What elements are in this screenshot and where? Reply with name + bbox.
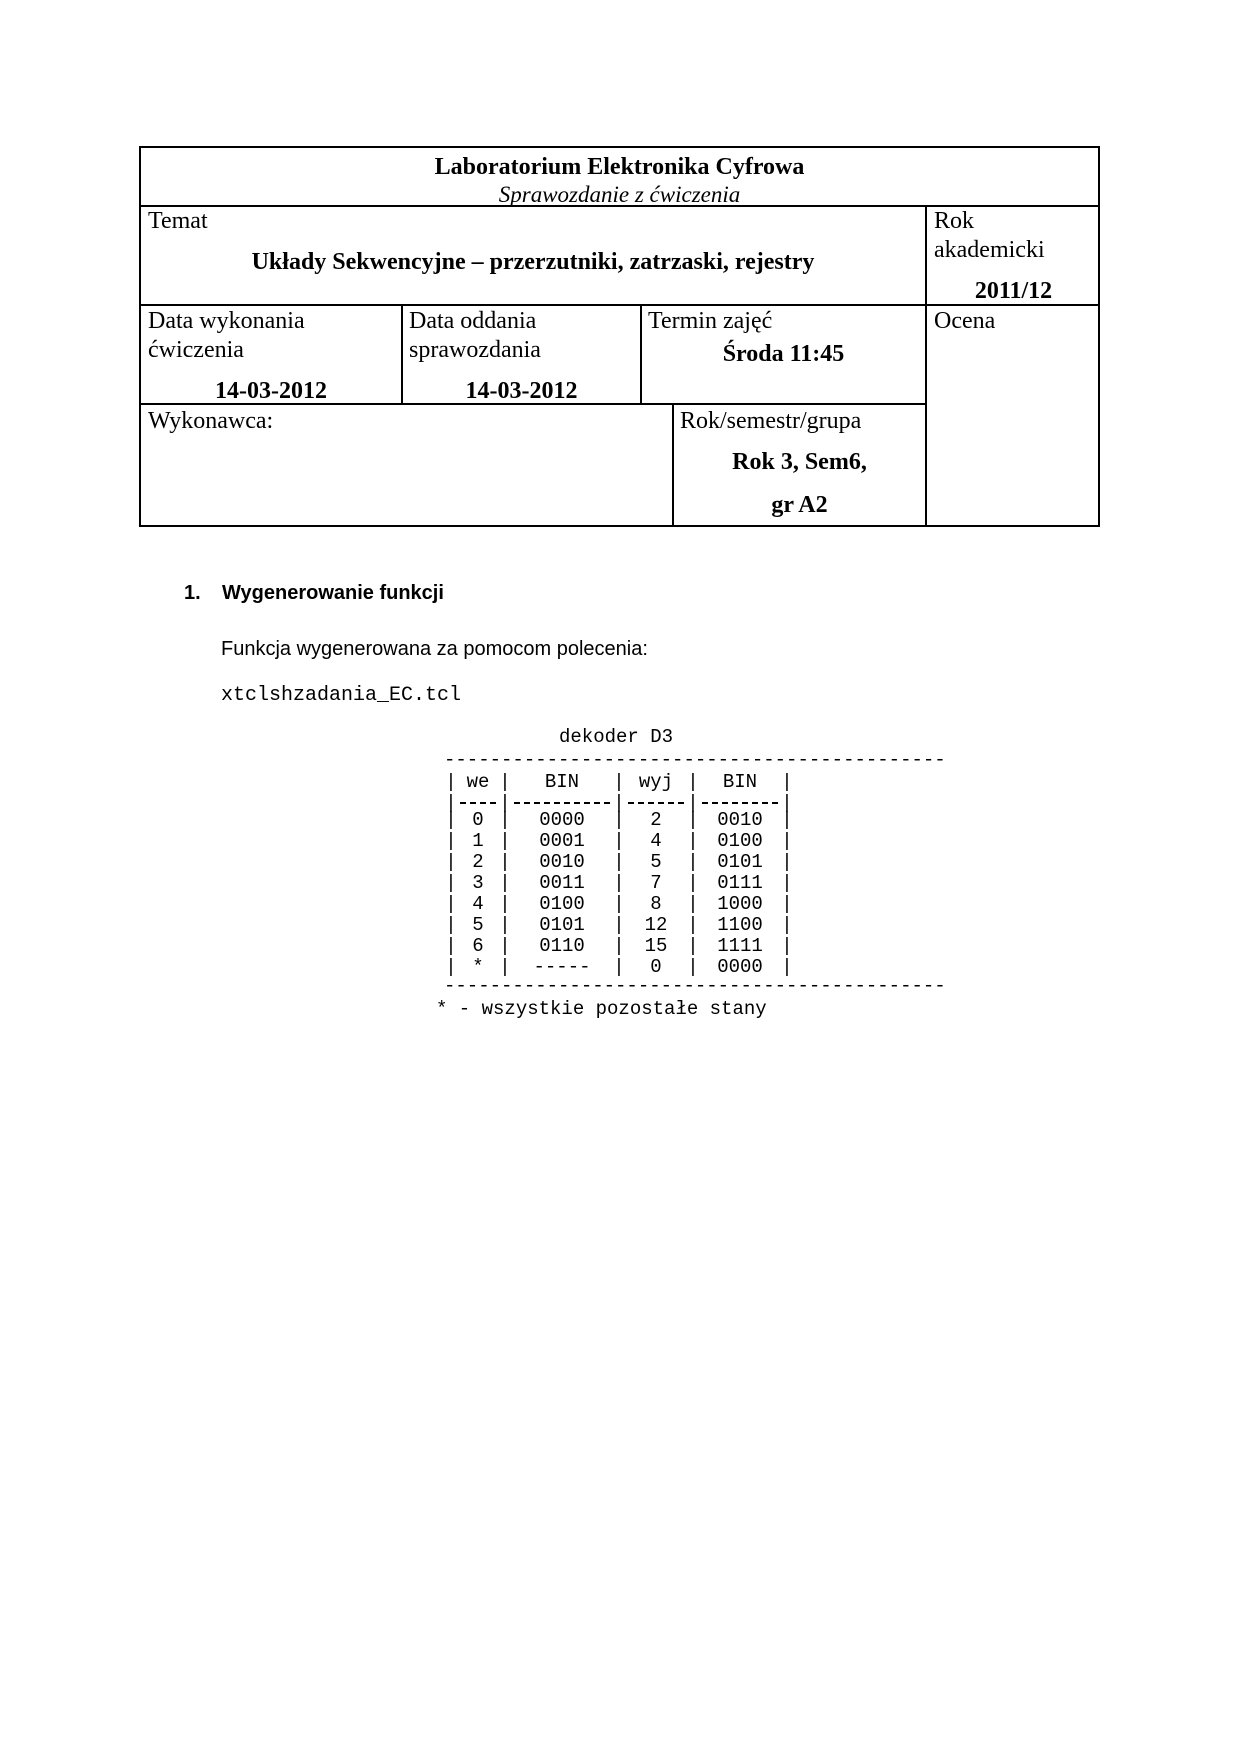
column-separator: | (445, 935, 457, 957)
exec-date-label-1: Data wykonania (148, 308, 305, 334)
column-separator: | (687, 935, 699, 957)
section-heading (184, 582, 444, 605)
cell-we: 5 (472, 914, 484, 936)
column-separator: | (613, 893, 625, 915)
submit-date-label-2: sprawozdania (409, 337, 541, 363)
header-divider (925, 205, 927, 525)
academic-year-label-1: Rok (934, 208, 975, 234)
column-header-wyj: wyj (638, 771, 674, 793)
header-separator-row (444, 796, 794, 810)
cell-we: 4 (472, 893, 484, 915)
column-separator: | (687, 872, 699, 894)
column-separator: | (781, 956, 793, 978)
column-separator: | (445, 914, 457, 936)
cell-bin-in: 0010 (539, 851, 585, 873)
table-row (444, 894, 794, 915)
topic-label: Temat (148, 208, 208, 234)
cell-wyj: 7 (650, 872, 662, 894)
column-separator: | (499, 956, 511, 978)
cell-we: 0 (472, 809, 484, 831)
lab-subtitle: Sprawozdanie z ćwiczenia (498, 182, 741, 207)
cell-bin-in: 0000 (539, 809, 585, 831)
decoder-title: dekoder D3 (558, 726, 674, 748)
group-value-line-1: Rok 3, Sem6, (732, 449, 867, 475)
column-separator: | (445, 872, 457, 894)
column-separator: | (687, 809, 699, 831)
column-separator: | (499, 872, 511, 894)
column-separator: | (499, 851, 511, 873)
column-separator: | (687, 893, 699, 915)
column-separator: | (613, 935, 625, 957)
section-number: 1. (184, 582, 201, 604)
cell-we: 1 (472, 830, 484, 852)
table-top-rule: -------------------------------------------- (444, 749, 946, 771)
cell-wyj: 8 (650, 893, 662, 915)
grade-label: Ocena (934, 308, 996, 334)
cell-we: 6 (472, 935, 484, 957)
column-separator: | (499, 771, 511, 793)
cell-wyj: 12 (644, 914, 668, 936)
column-separator: | (613, 830, 625, 852)
column-separator: | (687, 792, 699, 814)
column-header-bin-out: BIN (722, 771, 758, 793)
column-separator: | (687, 830, 699, 852)
column-separator: | (613, 792, 625, 814)
column-header-we: we (466, 771, 490, 793)
column-separator: | (613, 851, 625, 873)
column-separator: | (613, 872, 625, 894)
dash-rule (512, 796, 612, 810)
column-separator: | (613, 771, 625, 793)
academic-year-label-2: akademicki (934, 237, 1045, 263)
column-separator: | (781, 893, 793, 915)
column-separator: | (687, 914, 699, 936)
term-label: Termin zajęć (648, 308, 773, 334)
column-separator: | (499, 792, 511, 814)
cell-wyj: 5 (650, 851, 662, 873)
column-separator: | (499, 893, 511, 915)
cell-wyj: 0 (650, 956, 662, 978)
column-separator: | (445, 956, 457, 978)
table-bottom-rule: -------------------------------------------- (444, 975, 946, 997)
table-row (444, 831, 794, 852)
cell-bin-in: 0011 (539, 872, 585, 894)
cell-bin-out: 1111 (717, 935, 763, 957)
topic-value: Układy Sekwencyjne – przerzutniki, zatrzaski, rejestry (251, 249, 815, 275)
column-separator: | (499, 809, 511, 831)
academic-year-value: 2011/12 (974, 278, 1053, 304)
cell-bin-out: 0100 (717, 830, 763, 852)
column-separator: | (781, 792, 793, 814)
group-value-line-2: gr A2 (771, 492, 828, 518)
submit-date-label-1: Data oddania (409, 308, 537, 334)
cell-bin-in: 0110 (539, 935, 585, 957)
submit-date-value: 14-03-2012 (465, 378, 578, 404)
column-separator: | (781, 771, 793, 793)
cell-bin-out: 0101 (717, 851, 763, 873)
column-separator: | (445, 851, 457, 873)
cell-bin-in: 0101 (539, 914, 585, 936)
column-separator: | (613, 914, 625, 936)
term-value: Środa 11:45 (722, 341, 845, 367)
cell-we: * (472, 956, 484, 978)
column-header-bin-in: BIN (544, 771, 580, 793)
table-row (444, 936, 794, 957)
column-separator: | (445, 893, 457, 915)
decoder-table (444, 768, 794, 978)
dash-rule (626, 796, 686, 810)
column-separator: | (781, 935, 793, 957)
lab-title: Laboratorium Elektronika Cyfrowa (434, 154, 805, 180)
column-separator: | (499, 830, 511, 852)
column-separator: | (445, 792, 457, 814)
cell-wyj: 2 (650, 809, 662, 831)
cell-bin-out: 0000 (717, 956, 763, 978)
section-title: Wygenerowanie funkcji (222, 582, 444, 604)
command-text: xtclshzadania_EC.tcl (221, 684, 462, 707)
column-separator: | (687, 851, 699, 873)
table-row (444, 852, 794, 873)
column-separator: | (781, 809, 793, 831)
cell-bin-out: 1100 (717, 914, 763, 936)
column-separator: | (781, 914, 793, 936)
column-separator: | (499, 914, 511, 936)
exec-date-label-2: ćwiczenia (148, 337, 244, 363)
column-separator: | (445, 830, 457, 852)
column-separator: | (781, 851, 793, 873)
cell-bin-in: 0001 (539, 830, 585, 852)
cell-we: 3 (472, 872, 484, 894)
column-separator: | (781, 872, 793, 894)
cell-bin-in: ----- (533, 956, 591, 978)
dash-rule (700, 796, 780, 810)
column-separator: | (613, 809, 625, 831)
column-separator: | (445, 809, 457, 831)
cell-bin-out: 1000 (717, 893, 763, 915)
section-paragraph: Funkcja wygenerowana za pomocom polecenia: (221, 638, 648, 660)
report-header-table (139, 146, 1100, 527)
dash-rule (458, 796, 498, 810)
cell-wyj: 4 (650, 830, 662, 852)
column-separator: | (781, 830, 793, 852)
cell-bin-out: 0010 (717, 809, 763, 831)
exec-date-value: 14-03-2012 (215, 378, 327, 404)
column-separator: | (687, 771, 699, 793)
cell-we: 2 (472, 851, 484, 873)
table-row (444, 873, 794, 894)
cell-bin-out: 0111 (717, 872, 763, 894)
decoder-footnote: * - wszystkie pozostałe stany (436, 998, 767, 1020)
column-separator: | (613, 956, 625, 978)
author-label: Wykonawca: (148, 408, 274, 434)
column-separator: | (445, 771, 457, 793)
cell-bin-in: 0100 (539, 893, 585, 915)
column-separator: | (499, 935, 511, 957)
table-row (444, 915, 794, 936)
column-separator: | (687, 956, 699, 978)
cell-wyj: 15 (644, 935, 668, 957)
group-label: Rok/semestr/grupa (680, 408, 862, 434)
